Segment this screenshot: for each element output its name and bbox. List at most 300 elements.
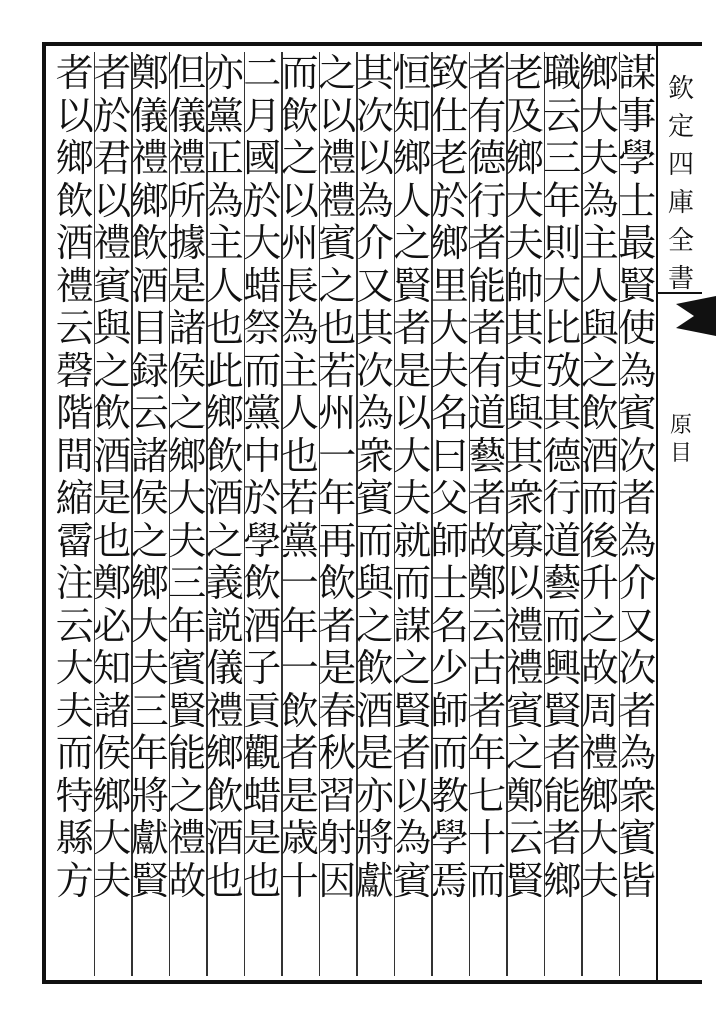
glyph: 教 <box>430 773 469 818</box>
glyph: 欽 <box>667 74 694 104</box>
glyph: 者 <box>393 306 432 350</box>
glyph: 方 <box>55 858 94 903</box>
glyph: 習 <box>318 773 357 818</box>
glyph: 獻 <box>355 858 394 903</box>
glyph: 再 <box>318 518 357 563</box>
glyph: 者 <box>280 731 319 775</box>
glyph: 賓 <box>93 263 132 308</box>
glyph: 諸 <box>93 688 132 733</box>
glyph: 鄉 <box>543 858 582 903</box>
glyph: 所 <box>168 178 207 223</box>
glyph: 以 <box>280 178 319 223</box>
glyph: 年 <box>280 603 319 648</box>
glyph: 學 <box>430 816 469 860</box>
glyph: 故 <box>580 646 619 690</box>
glyph: 大 <box>243 221 282 265</box>
glyph: 古 <box>468 646 507 690</box>
glyph: 主 <box>580 221 619 265</box>
glyph: 之 <box>130 518 169 563</box>
glyph: 於 <box>93 93 132 138</box>
glyph: 謀 <box>393 603 432 648</box>
glyph: 仕 <box>430 93 469 138</box>
glyph: 能 <box>468 263 507 308</box>
glyph: 云 <box>130 391 169 435</box>
glyph: 夫 <box>580 858 619 903</box>
glyph: 者 <box>468 51 507 95</box>
glyph: 祭 <box>243 306 282 350</box>
glyph: 一 <box>280 561 319 605</box>
glyph: 云 <box>505 816 544 860</box>
glyph: 能 <box>543 773 582 818</box>
glyph: 行 <box>468 178 507 223</box>
glyph: 老 <box>430 136 469 180</box>
glyph: 皆 <box>618 858 657 903</box>
glyph: 亦 <box>355 773 394 818</box>
glyph: 諸 <box>168 306 207 350</box>
glyph: 使 <box>618 306 657 350</box>
glyph: 里 <box>430 263 469 308</box>
glyph: 以 <box>55 93 94 138</box>
glyph: 飲 <box>280 688 319 733</box>
glyph: 飲 <box>130 221 169 265</box>
glyph: 四 <box>667 150 694 180</box>
glyph: 大 <box>580 93 619 138</box>
glyph: 以 <box>355 136 394 180</box>
glyph: 黨 <box>243 391 282 435</box>
glyph: 以 <box>393 391 432 435</box>
glyph: 也 <box>318 306 357 350</box>
glyph: 為 <box>618 518 657 563</box>
glyph: 禮 <box>318 136 357 180</box>
glyph: 為 <box>205 178 244 223</box>
glyph: 也 <box>280 433 319 478</box>
glyph: 也 <box>205 858 244 903</box>
glyph: 君 <box>93 136 132 180</box>
glyph: 是 <box>93 476 132 520</box>
glyph: 以 <box>505 561 544 605</box>
glyph: 藝 <box>543 561 582 605</box>
glyph: 蜡 <box>243 773 282 818</box>
glyph: 士 <box>618 178 657 223</box>
glyph: 致 <box>430 51 469 95</box>
glyph: 者 <box>468 688 507 733</box>
glyph: 人 <box>205 263 244 308</box>
glyph: 鄉 <box>168 433 207 478</box>
glyph: 帥 <box>505 263 544 308</box>
glyph: 侯 <box>130 476 169 520</box>
glyph: 為 <box>393 816 432 860</box>
glyph: 大 <box>580 816 619 860</box>
glyph: 也 <box>93 518 132 563</box>
glyph: 名 <box>430 603 469 648</box>
glyph: 夫 <box>393 476 432 520</box>
glyph: 秋 <box>318 731 357 775</box>
glyph: 亦 <box>205 51 244 95</box>
glyph: 最 <box>618 221 657 265</box>
glyph: 大 <box>55 646 94 690</box>
glyph: 階 <box>55 391 94 435</box>
glyph: 而 <box>580 476 619 520</box>
glyph: 主 <box>205 221 244 265</box>
glyph: 士 <box>430 561 469 605</box>
glyph: 大 <box>168 476 207 520</box>
glyph: 其 <box>355 306 394 350</box>
glyph: 七 <box>468 773 507 818</box>
glyph: 而 <box>243 348 282 393</box>
glyph: 酒 <box>205 816 244 860</box>
glyph: 若 <box>280 476 319 520</box>
glyph: 而 <box>543 603 582 648</box>
glyph: 儀 <box>205 646 244 690</box>
glyph: 賓 <box>393 858 432 903</box>
glyph: 是 <box>168 263 207 308</box>
glyph: 道 <box>468 391 507 435</box>
glyph: 衆 <box>618 773 657 818</box>
glyph: 云 <box>55 306 94 350</box>
glyph: 年 <box>168 603 207 648</box>
glyph: 歳 <box>280 816 319 860</box>
glyph: 儀 <box>130 93 169 138</box>
glyph: 之 <box>168 391 207 435</box>
text-area <box>56 52 656 976</box>
glyph: 三 <box>168 561 207 605</box>
glyph: 職 <box>543 51 582 95</box>
glyph: 夫 <box>430 348 469 393</box>
glyph: 於 <box>243 178 282 223</box>
glyph: 之 <box>280 136 319 180</box>
glyph: 磬 <box>55 348 94 393</box>
glyph: 子 <box>243 646 282 690</box>
glyph: 之 <box>318 263 357 308</box>
glyph: 云 <box>468 603 507 648</box>
glyph: 侯 <box>168 348 207 393</box>
glyph: 之 <box>93 348 132 393</box>
glyph: 夫 <box>93 858 132 903</box>
glyph: 與 <box>580 306 619 350</box>
glyph: 必 <box>93 603 132 648</box>
glyph: 蜡 <box>243 263 282 308</box>
glyph: 書 <box>667 264 694 294</box>
glyph: 定 <box>667 112 694 142</box>
glyph: 曰 <box>430 433 469 478</box>
glyph: 之 <box>318 51 357 95</box>
glyph: 之 <box>580 348 619 393</box>
glyph: 將 <box>355 816 394 860</box>
glyph: 三 <box>543 136 582 180</box>
glyph: 縮 <box>55 476 94 520</box>
glyph: 之 <box>168 773 207 818</box>
glyph: 年 <box>543 178 582 223</box>
glyph: 夫 <box>55 688 94 733</box>
glyph: 間 <box>55 433 94 478</box>
glyph: 禮 <box>168 816 207 860</box>
glyph: 之 <box>505 731 544 775</box>
glyph: 而 <box>355 518 394 563</box>
glyph: 老 <box>505 51 544 95</box>
glyph: 三 <box>130 688 169 733</box>
glyph: 射 <box>318 816 357 860</box>
glyph: 升 <box>580 561 619 605</box>
glyph: 録 <box>130 348 169 393</box>
glyph: 春 <box>318 688 357 733</box>
glyph: 也 <box>205 306 244 350</box>
glyph: 者 <box>618 476 657 520</box>
glyph: 賓 <box>618 816 657 860</box>
glyph: 鄭 <box>505 773 544 818</box>
glyph: 次 <box>355 93 394 138</box>
glyph: 少 <box>430 646 469 690</box>
glyph: 為 <box>580 178 619 223</box>
glyph: 將 <box>130 773 169 818</box>
glyph: 月 <box>243 93 282 138</box>
glyph: 飲 <box>93 391 132 435</box>
glyph: 者 <box>618 688 657 733</box>
glyph: 禮 <box>55 263 94 308</box>
glyph: 故 <box>168 858 207 903</box>
glyph: 賓 <box>318 221 357 265</box>
glyph: 獻 <box>130 816 169 860</box>
glyph: 焉 <box>430 858 469 903</box>
glyph: 大 <box>130 603 169 648</box>
glyph: 禮 <box>168 136 207 180</box>
glyph: 人 <box>280 391 319 435</box>
glyph: 其 <box>355 51 394 95</box>
glyph: 又 <box>618 603 657 648</box>
glyph: 德 <box>468 136 507 180</box>
glyph: 州 <box>280 221 319 265</box>
glyph: 年 <box>468 731 507 775</box>
glyph: 是 <box>355 731 394 775</box>
glyph: 禮 <box>130 136 169 180</box>
glyph: 行 <box>543 476 582 520</box>
glyph: 鄉 <box>130 178 169 223</box>
glyph: 酒 <box>580 433 619 478</box>
glyph: 酒 <box>243 603 282 648</box>
glyph: 後 <box>580 518 619 563</box>
glyph: 是 <box>243 816 282 860</box>
glyph: 人 <box>393 178 432 223</box>
glyph: 學 <box>243 518 282 563</box>
glyph: 謀 <box>618 51 657 95</box>
glyph: 者 <box>93 51 132 95</box>
glyph: 鄉 <box>580 51 619 95</box>
glyph: 大 <box>393 433 432 478</box>
glyph: 飲 <box>205 433 244 478</box>
glyph: 而 <box>468 858 507 903</box>
glyph: 寡 <box>505 518 544 563</box>
glyph: 賢 <box>393 688 432 733</box>
glyph: 年 <box>318 476 357 520</box>
glyph: 禮 <box>580 731 619 775</box>
glyph: 注 <box>55 561 94 605</box>
glyph: 但 <box>168 51 207 95</box>
glyph: 之 <box>393 646 432 690</box>
glyph: 為 <box>618 731 657 775</box>
glyph: 為 <box>355 178 394 223</box>
glyph: 賓 <box>505 688 544 733</box>
glyph: 賓 <box>355 476 394 520</box>
glyph: 賢 <box>393 263 432 308</box>
glyph: 周 <box>580 688 619 733</box>
glyph: 大 <box>93 816 132 860</box>
glyph: 為 <box>618 348 657 393</box>
margin-title <box>664 70 698 298</box>
glyph: 特 <box>55 773 94 818</box>
glyph: 於 <box>243 476 282 520</box>
glyph: 大 <box>430 306 469 350</box>
glyph: 次 <box>618 646 657 690</box>
glyph: 攷 <box>543 348 582 393</box>
glyph: 則 <box>543 221 582 265</box>
text-column <box>50 52 100 976</box>
glyph: 人 <box>580 263 619 308</box>
glyph: 酒 <box>55 221 94 265</box>
glyph: 賓 <box>168 646 207 690</box>
glyph: 飲 <box>318 561 357 605</box>
glyph: 以 <box>318 93 357 138</box>
margin-subtitle <box>666 412 696 468</box>
glyph: 而 <box>430 731 469 775</box>
glyph: 長 <box>280 263 319 308</box>
glyph: 黨 <box>280 518 319 563</box>
glyph: 鄉 <box>55 136 94 180</box>
glyph: 鄉 <box>505 136 544 180</box>
glyph: 鄭 <box>130 51 169 95</box>
glyph: 其 <box>505 306 544 350</box>
glyph: 禮 <box>505 603 544 648</box>
glyph: 道 <box>543 518 582 563</box>
glyph: 就 <box>393 518 432 563</box>
glyph: 夫 <box>505 221 544 265</box>
glyph: 中 <box>243 433 282 478</box>
glyph: 原 <box>669 413 692 438</box>
glyph: 酒 <box>355 688 394 733</box>
glyph: 庫 <box>667 188 694 218</box>
glyph: 名 <box>430 391 469 435</box>
glyph: 飲 <box>55 178 94 223</box>
glyph: 説 <box>205 603 244 648</box>
glyph: 全 <box>667 226 694 256</box>
glyph: 賢 <box>543 688 582 733</box>
glyph: 其 <box>543 391 582 435</box>
glyph: 事 <box>618 93 657 138</box>
glyph: 賢 <box>168 688 207 733</box>
glyph: 大 <box>543 263 582 308</box>
glyph: 其 <box>505 433 544 478</box>
glyph: 恒 <box>393 51 432 95</box>
glyph: 為 <box>355 391 394 435</box>
glyph: 貢 <box>243 688 282 733</box>
glyph: 夫 <box>130 646 169 690</box>
glyph: 霤 <box>55 518 94 563</box>
glyph: 鄉 <box>393 136 432 180</box>
glyph: 鄭 <box>468 561 507 605</box>
glyph: 云 <box>543 93 582 138</box>
glyph: 縣 <box>55 816 94 860</box>
glyph: 以 <box>393 773 432 818</box>
glyph: 酒 <box>130 263 169 308</box>
glyph: 與 <box>93 306 132 350</box>
glyph: 鄉 <box>205 391 244 435</box>
glyph: 侯 <box>93 731 132 775</box>
glyph: 者 <box>468 476 507 520</box>
glyph: 國 <box>243 136 282 180</box>
glyph: 鄉 <box>93 773 132 818</box>
glyph: 云 <box>55 603 94 648</box>
glyph: 賢 <box>130 858 169 903</box>
glyph: 知 <box>393 93 432 138</box>
glyph: 飲 <box>280 93 319 138</box>
glyph: 酒 <box>205 476 244 520</box>
glyph: 而 <box>280 51 319 95</box>
glyph: 禮 <box>505 646 544 690</box>
glyph: 鄉 <box>430 221 469 265</box>
glyph: 此 <box>205 348 244 393</box>
glyph: 為 <box>280 306 319 350</box>
glyph: 賢 <box>618 263 657 308</box>
glyph: 據 <box>168 221 207 265</box>
glyph: 德 <box>543 433 582 478</box>
glyph: 飲 <box>243 561 282 605</box>
glyph: 十 <box>280 858 319 903</box>
glyph: 之 <box>393 221 432 265</box>
glyph: 藝 <box>468 433 507 478</box>
glyph: 有 <box>468 348 507 393</box>
glyph: 二 <box>243 51 282 95</box>
glyph: 者 <box>543 731 582 775</box>
glyph: 諸 <box>130 433 169 478</box>
glyph: 州 <box>318 391 357 435</box>
glyph: 之 <box>355 603 394 648</box>
glyph: 目 <box>130 306 169 350</box>
glyph: 者 <box>468 221 507 265</box>
glyph: 黨 <box>205 93 244 138</box>
glyph: 鄉 <box>130 561 169 605</box>
glyph: 衆 <box>505 476 544 520</box>
glyph: 而 <box>393 561 432 605</box>
glyph: 鄭 <box>93 561 132 605</box>
glyph: 大 <box>505 178 544 223</box>
glyph: 鄉 <box>580 773 619 818</box>
glyph: 儀 <box>168 93 207 138</box>
glyph: 飲 <box>580 391 619 435</box>
glyph: 師 <box>430 688 469 733</box>
glyph: 也 <box>243 858 282 903</box>
glyph: 因 <box>318 858 357 903</box>
glyph: 次 <box>618 433 657 478</box>
glyph: 有 <box>468 93 507 138</box>
glyph: 與 <box>505 391 544 435</box>
glyph: 者 <box>393 731 432 775</box>
glyph: 主 <box>280 348 319 393</box>
glyph: 學 <box>618 136 657 180</box>
glyph: 飲 <box>355 646 394 690</box>
glyph: 夫 <box>168 518 207 563</box>
glyph: 而 <box>55 731 94 775</box>
glyph: 知 <box>93 646 132 690</box>
glyph: 義 <box>205 561 244 605</box>
glyph: 賢 <box>505 858 544 903</box>
glyph: 又 <box>355 263 394 308</box>
glyph: 次 <box>355 348 394 393</box>
glyph: 之 <box>580 603 619 648</box>
glyph: 十 <box>468 816 507 860</box>
glyph: 飲 <box>205 773 244 818</box>
glyph: 衆 <box>355 433 394 478</box>
glyph: 者 <box>543 816 582 860</box>
glyph: 以 <box>93 178 132 223</box>
glyph: 觀 <box>243 731 282 775</box>
